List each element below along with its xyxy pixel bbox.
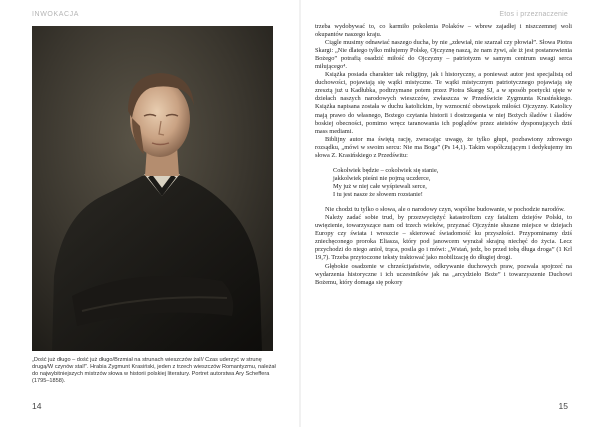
right-page	[301, 0, 600, 427]
paragraph: Biblijny autor ma świętą rację, zwracając uwagę, że tylko głupi, pozbawiony zdrowego rozsądku, „mówi w swoim sercu: Nie ma Boga” (Ps 14,1). Takim współczującym i dedykujemy im słowa Z. Krasińskiego z Przedświtu:	[315, 135, 572, 159]
paragraph: Książka posiada charakter tak religijny, jak i historyczny, a ponieważ autor jest specjalistą od duchowości, pojawiają się wątki mistyczne. Te wątki mistycznym patriotycznego pojawiają się zresztą już u Kadłubka, podtrzymane potem przez Piotra Skargę SJ, a w sposób poetycki ujęte w dziełach naszych narodowych wieszczów, zwłaszcza w Przedświcie Zygmunta Krasińskiego. Książka napisana została w duchu katolickim, by wzmocnić obowiązek miłości Ojczyzny. Katolicy mają prawo do własnego, Bożego czytania historii i dostrzegania w niej Bożych śladów i śladów boskiej obecności, pomimo wręcz taranowania ich poglądów przez ateistów dysponujących dziś mass mediami.	[315, 71, 572, 135]
left-page	[0, 0, 299, 427]
verse-line: jakkolwiek pieśni nie pojmą uczderce,	[333, 174, 431, 182]
paragraph: Głębokie osadzenie w chrześcijaństwie, odkrywanie duchowych praw, pozwala spojrzeć na wydarzenia historyczne i ich uczestników jak na „arcydzieło Boże” i towarzyszenie Duchowi Bożemu, który domaga się pokory	[315, 262, 572, 286]
running-head-left: INWOKACJA	[32, 11, 80, 18]
paragraph: trzeba wydobywać to, co karmiło pokolenia Polaków – wbrew zajadłej i niszczemnej woli okupantów naszego kraju.	[315, 23, 572, 39]
running-head-right: Etos i przeznaczenie	[499, 11, 568, 18]
verse-line: Cokolwiek będzie – cokolwiek się stanie,	[333, 166, 439, 174]
verse-quote	[333, 167, 572, 199]
paragraph: Należy zadać sobie trud, by przezwyciężyć katastrofizm czy fatalizm dziejów Polski, to uwięzienie, towarzyszące nam od trzech wieków, przyznać Ojczyźnie słuszne miejsce w dziejach Europy czy świata i wreszcie – skierować świadomość ku przyszłości. Przypominamy dziś zniechęconego proroka Eliasza, który pod janowcem wyrażał skrajną niechęć do życia. Lecz przychodzi do niego anioł, trąca, posila go i mówi: „Wstań, jedz, bo przed tobą długa droga” (1 Krl 19,7). Trzeba przytoczone teksty traktować jako mobilizację do długiej drogi.	[315, 214, 572, 262]
page-number-left: 14	[32, 401, 42, 411]
portrait-image	[32, 26, 273, 351]
portrait-painting	[32, 26, 273, 351]
paragraph: Nie chodzi tu tylko o słowa, ale o narodowy czyn, wspólne budowanie, w pochodzie narodów.	[325, 206, 565, 214]
body-text	[315, 23, 572, 287]
paragraph: Ciągle musimy odnawiać naszego ducha, by nie „zdewiał, nie szarzał czy płowiał”. Słowa Piotra Skargi: „Nie dlatego tylko miłujemy Polskę, Ojczyznę naszą, że nam żywi, ale iż jest postanowienia Bożego” potrafią osadzić miłość do Ojczyzny – patriotyzm w samym centrum uwagi serca miłującego⁴.	[315, 39, 572, 71]
portrait-caption: „Dość już długo – dość już długo/Brzmiał na strunach wieszczów żal!/ Czas uderzyć w strunę drugą/W czynów stal!”. Hrabia Zygmunt Krasiński, jeden z trzech wieszczów Romantyzmu, należał do najwybitniejszych mistrzów słowa w historii polskiej literatury. Portret autorstwa Ary Scheffera (1795–1858).	[32, 357, 276, 385]
verse-line: My już w niej całe wyśpiewali serce,	[333, 182, 427, 190]
page-number-right: 15	[558, 401, 568, 411]
verse-line: I tu jest nasze że słowem rozstanie!	[333, 191, 423, 199]
